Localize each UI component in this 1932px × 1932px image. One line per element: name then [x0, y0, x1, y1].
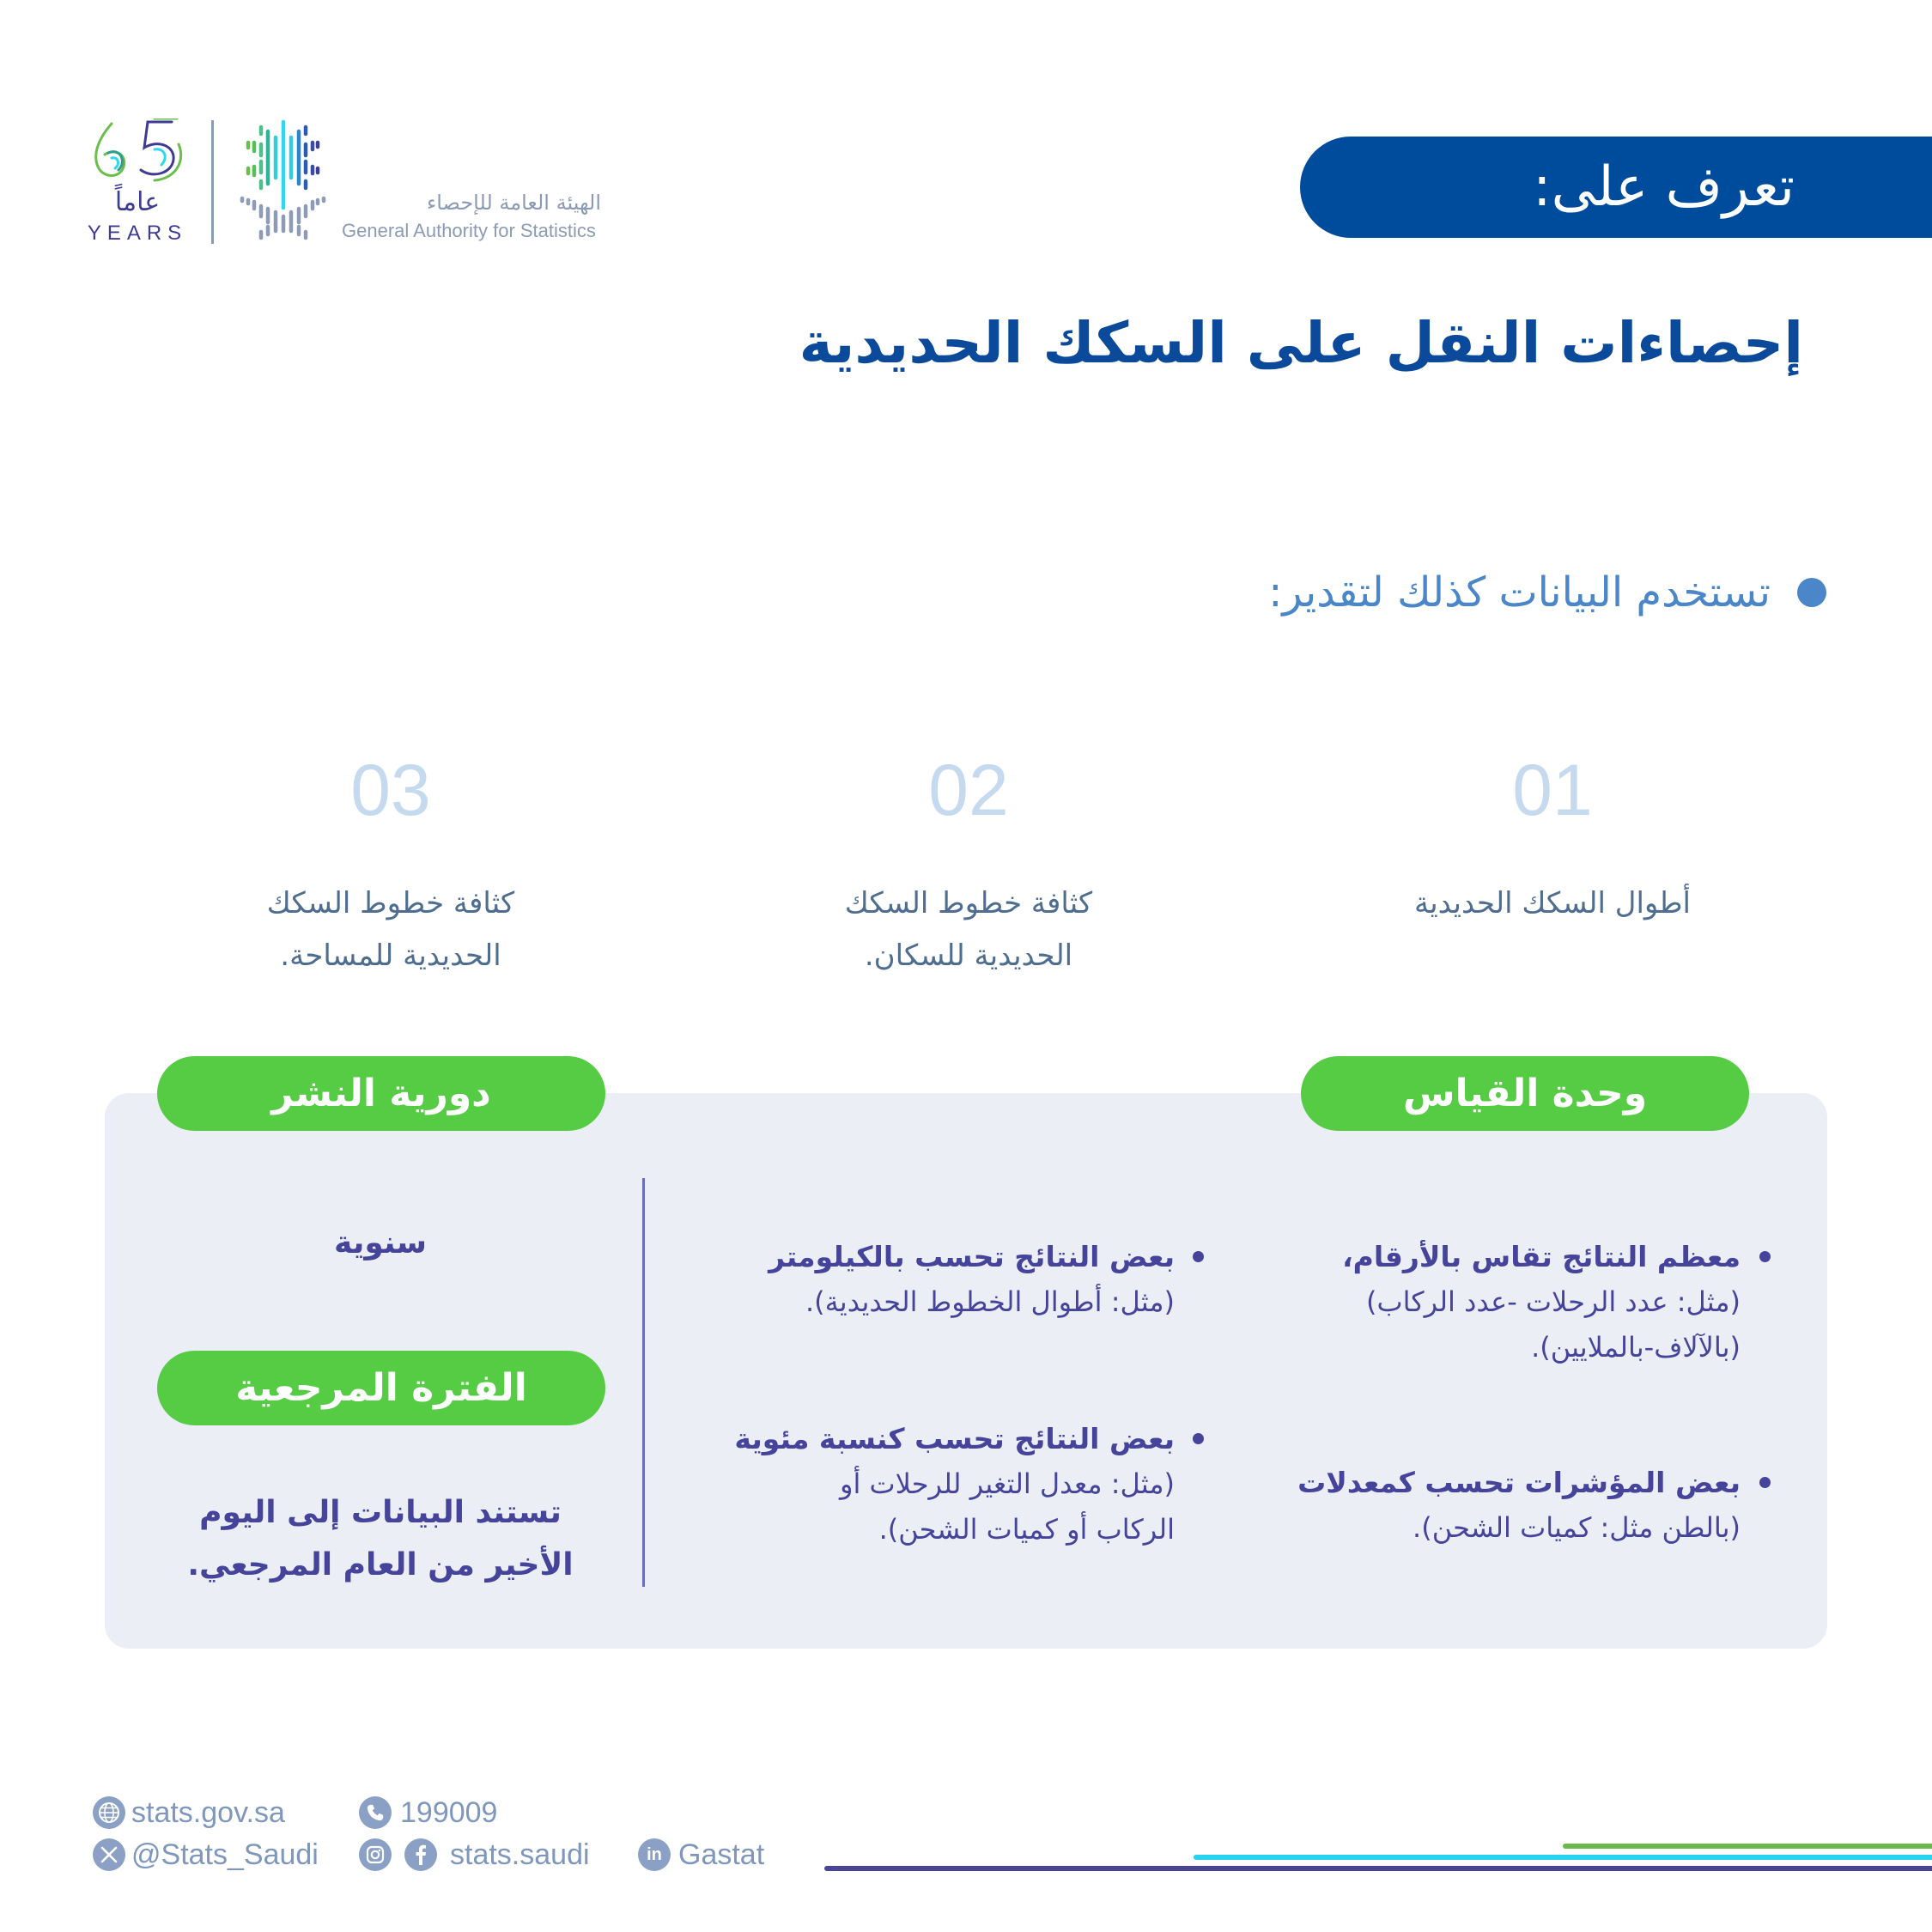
- measurement-item-detail: (مثل: عدد الرحلات -عدد الركاب): [1366, 1285, 1741, 1318]
- intro-bullet-icon: [1797, 578, 1826, 607]
- reference-period-line: الأخير من العام المرجعي.: [187, 1547, 574, 1583]
- measurement-item-detail: (مثل: معدل التغير للرحلات أو: [840, 1467, 1175, 1500]
- linkedin-link[interactable]: Gastat: [678, 1838, 765, 1871]
- publication-frequency-label: دورية النشر: [157, 1056, 605, 1131]
- measurement-item: [734, 1416, 1175, 1552]
- banner-label: تعرف على:: [1533, 155, 1795, 219]
- logo-separator: [211, 120, 214, 244]
- decorative-stripe-purple: [824, 1866, 1932, 1871]
- use-description-line: الحديدية للسكان.: [864, 939, 1073, 973]
- measurement-item: [769, 1234, 1175, 1325]
- measurement-item-detail: (مثل: أطوال الخطوط الحديدية).: [805, 1285, 1175, 1318]
- use-number: 02: [928, 750, 1009, 830]
- facebook-icon[interactable]: [404, 1838, 437, 1871]
- measurement-item: [1297, 1460, 1741, 1551]
- use-item-02: [728, 747, 1209, 982]
- gastat-logo-icon: [232, 116, 335, 245]
- use-description-line: كثافة خطوط السكك: [266, 886, 515, 920]
- use-number: 01: [1512, 750, 1593, 830]
- measurement-item-title: بعض النتائج تحسب كنسبة مئوية: [734, 1422, 1175, 1455]
- x-handle-link[interactable]: @Stats_Saudi: [131, 1838, 319, 1871]
- use-item-01: [1312, 747, 1793, 930]
- reference-period-text: [157, 1486, 604, 1591]
- publication-frequency-value: سنوية: [333, 1225, 428, 1261]
- measurement-item-title: معظم النتائج تقاس بالأرقام،: [1342, 1240, 1741, 1273]
- x-icon[interactable]: [93, 1838, 125, 1871]
- measurement-item-detail: (بالآلاف-بالملايين).: [1531, 1331, 1741, 1364]
- logo-65-english-text: YEARS: [87, 222, 188, 245]
- website-link[interactable]: stats.gov.sa: [131, 1796, 285, 1829]
- org-name-arabic: الهيئة العامة للإحصاء: [426, 191, 601, 215]
- decorative-stripe-cyan: [1194, 1855, 1932, 1860]
- measurement-unit-label: وحدة القياس: [1301, 1056, 1749, 1131]
- measurement-item-title: بعض المؤشرات تحسب كمعدلات: [1297, 1466, 1741, 1499]
- anniversary-65-logo-icon: [86, 118, 189, 187]
- social-handle-link[interactable]: stats.saudi: [450, 1838, 590, 1871]
- phone-icon[interactable]: [359, 1796, 392, 1829]
- use-description-line: الحديدية للمساحة.: [280, 939, 501, 973]
- use-item-03: [150, 747, 631, 982]
- page-title: إحصاءات النقل على السكك الحديدية: [799, 310, 1803, 376]
- reference-period-label: الفترة المرجعية: [157, 1351, 605, 1425]
- measurement-item: [1342, 1234, 1741, 1370]
- decorative-stripe-green: [1563, 1844, 1932, 1849]
- intro-text: تستخدم البيانات كذلك لتقدير:: [1268, 568, 1771, 617]
- logo-65-arabic-text: عاماً: [114, 187, 161, 217]
- org-name-english: General Authority for Statistics: [342, 220, 596, 241]
- bullet-icon: [1759, 1251, 1771, 1262]
- instagram-icon[interactable]: [359, 1838, 392, 1871]
- globe-icon[interactable]: [93, 1796, 125, 1829]
- use-description-line: كثافة خطوط السكك: [844, 886, 1093, 920]
- measurement-item-title: بعض النتائج تحسب بالكيلومتر: [769, 1240, 1175, 1273]
- linkedin-icon[interactable]: in: [638, 1838, 671, 1871]
- bullet-icon: [1193, 1433, 1204, 1444]
- reference-period-line: تستند البيانات إلى اليوم: [199, 1495, 562, 1530]
- phone-number[interactable]: 199009: [400, 1796, 498, 1829]
- use-description-line: أطوال السكك الحديدية: [1413, 886, 1691, 920]
- measurement-item-detail: الركاب أو كميات الشحن).: [878, 1513, 1175, 1546]
- column-divider: [642, 1178, 645, 1587]
- use-number: 03: [350, 750, 431, 830]
- bullet-icon: [1759, 1477, 1771, 1488]
- bullet-icon: [1193, 1251, 1204, 1262]
- measurement-item-detail: (بالطن مثل: كميات الشحن).: [1413, 1511, 1741, 1544]
